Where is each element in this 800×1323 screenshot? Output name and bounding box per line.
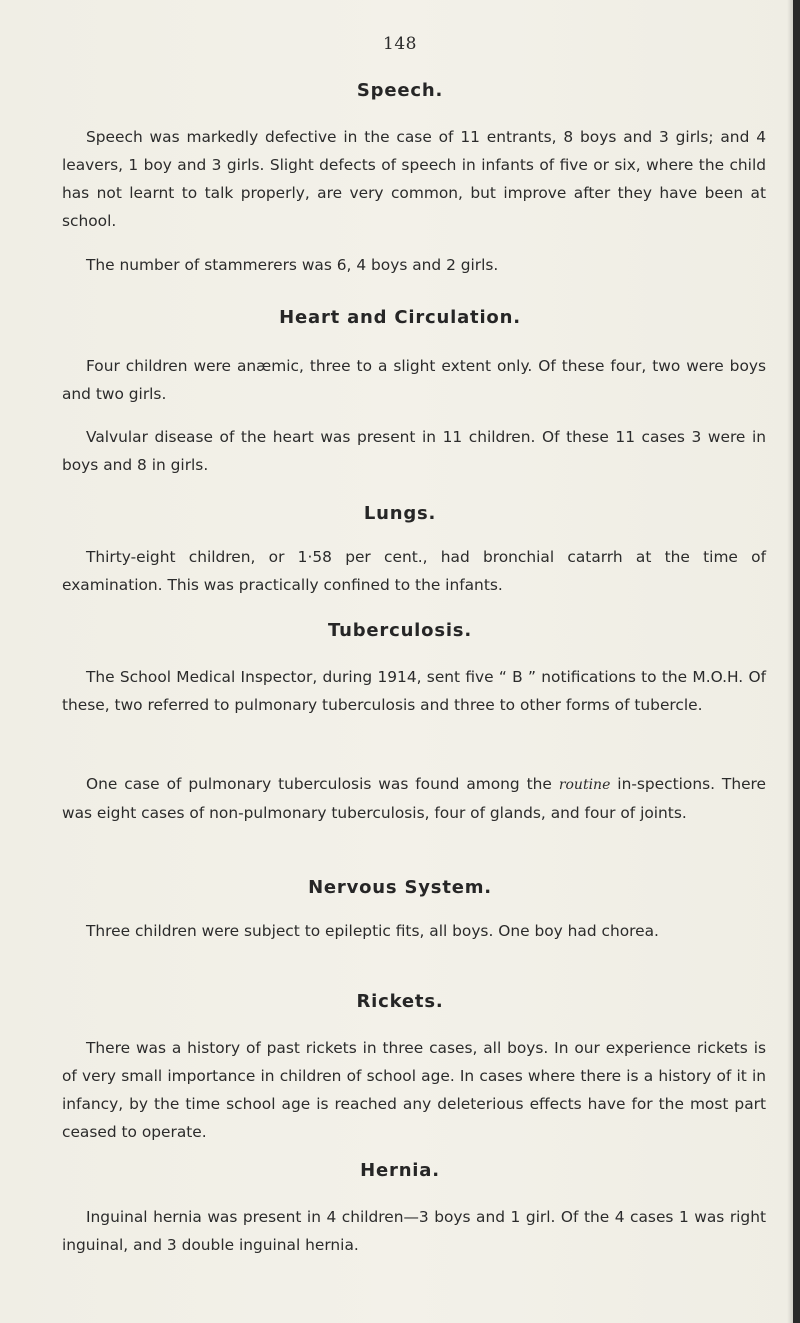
page-edge — [793, 0, 800, 1323]
heading-heart-circulation: Heart and Circulation. — [279, 307, 521, 328]
paragraph-heart-2: Valvular disease of the heart was present in 11 children. Of these 11 cases 3 were in boys and 8 in girls. — [62, 428, 766, 474]
paragraph-speech-1: Speech was markedly defective in the case of 11 entrants, 8 boys and 3 girls; and 4 leavers, 1 boy and 3 girls. Slight defects of speech in infants of five or six, where the child has not learnt to talk properly, are very common, but improve after they have been at school. — [62, 128, 766, 230]
tuberculosis-2-emphasis: routine — [558, 777, 611, 793]
paragraph-lungs-1: Thirty-eight children, or 1·58 per cent., had bronchial catarrh at the time of examination. This was practically confined to the infants. — [62, 548, 766, 594]
tuberculosis-2-text-a: One case of pulmonary tuberculosis was found among the — [86, 775, 559, 793]
heading-lungs: Lungs. — [363, 503, 437, 524]
heading-tuberculosis: Tuberculosis. — [328, 620, 472, 641]
paragraph-speech-2: The number of stammerers was 6, 4 boys and 2 girls. — [86, 256, 499, 274]
tuberculosis-2-text-b: in-spections. There was eight cases of non-pulmonary tuberculosis, four of glands, and four of joints. — [62, 775, 767, 822]
heading-nervous-system: Nervous System. — [308, 877, 492, 898]
paragraph-nervous-1: Three children were subject to epileptic fits, all boys. One boy had chorea. — [86, 922, 659, 940]
heading-speech: Speech. — [356, 80, 444, 101]
paragraph-tuberculosis-2 — [62, 770, 766, 827]
heading-hernia: Hernia. — [360, 1160, 440, 1181]
paragraph-hernia-1: Inguinal hernia was present in 4 children—3 boys and 1 girl. Of the 4 cases 1 was right inguinal, and 3 double inguinal hernia. — [62, 1208, 766, 1254]
paragraph-rickets-1: There was a history of past rickets in three cases, all boys. In our experience rickets is of very small importance in children of school age. In cases where there is a history of it in infancy, by the time school age is reached any deleterious effects have for the most part ceased to operate. — [62, 1039, 766, 1141]
paragraph-heart-1: Four children were anæmic, three to a slight extent only. Of these four, two were boys and two girls. — [62, 357, 766, 403]
heading-rickets: Rickets. — [356, 991, 444, 1012]
paragraph-tuberculosis-1: The School Medical Inspector, during 1914, sent five “ B ” notifications to the M.O.H. Of these, two referred to pulmonary tuberculosis and three to other forms of tubercle. — [62, 668, 766, 714]
page-number: 148 — [383, 34, 417, 54]
